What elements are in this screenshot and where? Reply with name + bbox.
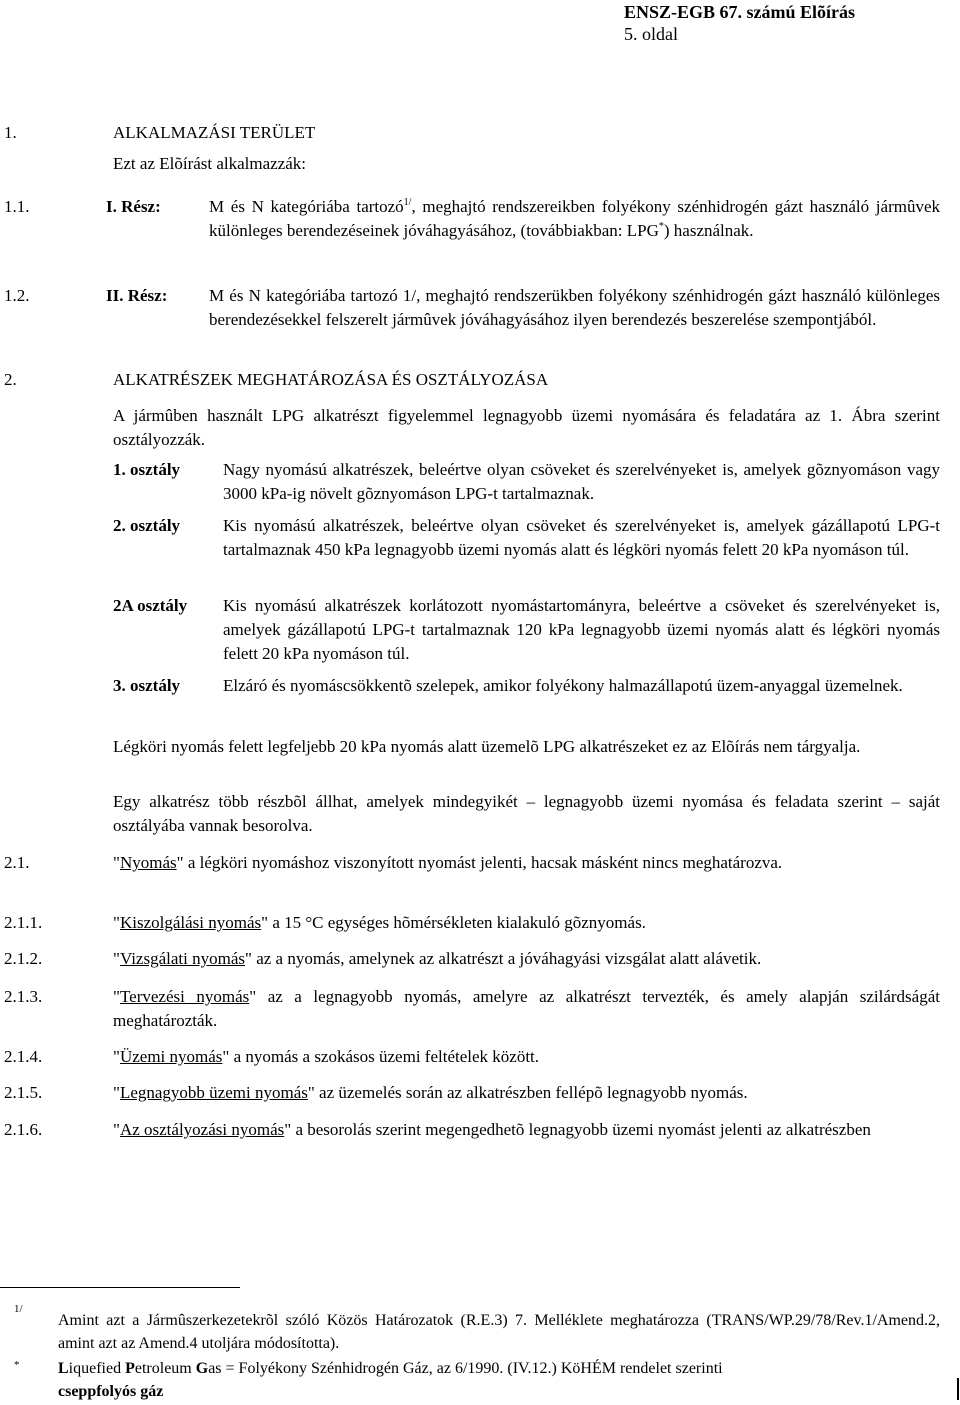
def-2-1-5-text: "Legnagyobb üzemi nyomás" az üzemelés során az alkatrészben fellépõ legnagyobb nyomás. bbox=[113, 1083, 748, 1102]
class-1-text: Nagy nyomású alkatrészek, beleértve olyan csöveket és szerelvényeket is, amelyek gõznyomáson vagy 3000 kPa-ig növelt gõznyomáson LPG-t tartalmaznak. bbox=[223, 460, 940, 503]
def-2-1-number: 2.1. bbox=[4, 853, 30, 872]
header-title: ENSZ-EGB 67. számú Elõírás bbox=[624, 2, 856, 22]
def-2-1-1-number: 2.1.1. bbox=[4, 913, 43, 932]
paragraph-atmospheric: Légköri nyomás felett legfeljebb 20 kPa nyomás alatt üzemelõ LPG alkatrészeket ez az Elõírás nem tárgyalja. bbox=[113, 737, 861, 756]
section-1-1-text: M és N kategóriába tartozó$^{1/}$, meghajtó rendszereikben folyékony szénhidrogén gázt használó jármûvek különleges berendezéseinek jóváhagyásához, (továbbiakban: LPG*) használnak. bbox=[209, 197, 940, 240]
footnote-separator bbox=[0, 1287, 240, 1288]
footnote-2-text: Liquefied Petroleum Gas = Folyékony Szénhidrogén Gáz, az 6/1990. (IV.12.) KöHÉM rendelet szerinti cseppfolyós gáz bbox=[58, 1360, 723, 1400]
def-2-1-5-number: 2.1.5. bbox=[4, 1083, 43, 1102]
section-1-2-label: II. Rész: bbox=[106, 286, 168, 305]
footnote-1-mark: 1/ bbox=[14, 1303, 23, 1315]
class-2a-label: 2A osztály bbox=[113, 596, 188, 615]
section-1-1-number: 1.1. bbox=[4, 197, 30, 216]
def-2-1-3-text: "Tervezési nyomás" az a legnagyobb nyomás, amelyre az alkatrészt tervezték, és amely alapján szilárdságát meghatározták. bbox=[113, 987, 940, 1030]
def-2-1-text: "Nyomás" a légköri nyomáshoz viszonyított nyomást jelenti, hacsak másként nincs meghatározva. bbox=[113, 853, 783, 872]
class-1-label: 1. osztály bbox=[113, 460, 181, 479]
def-2-1-6-text: "Az osztályozási nyomás" a besorolás szerint megengedhetõ legnagyobb üzemi nyomást jelenti az alkatrészben bbox=[113, 1120, 871, 1139]
section-1-1-label: I. Rész: bbox=[106, 197, 161, 216]
class-2-label: 2. osztály bbox=[113, 516, 181, 535]
footnote-2-mark: * bbox=[14, 1359, 20, 1371]
header-page-number: 5. oldal bbox=[624, 24, 678, 44]
section-1-number: 1. bbox=[4, 123, 17, 142]
section-1-title: ALKALMAZÁSI TERÜLET bbox=[113, 123, 316, 142]
class-3-label: 3. osztály bbox=[113, 676, 181, 695]
def-2-1-4-text: "Üzemi nyomás" a nyomás a szokásos üzemi feltételek között. bbox=[113, 1047, 540, 1066]
footnote-ref-1: 1/ bbox=[403, 197, 412, 208]
section-2-number: 2. bbox=[4, 370, 17, 389]
change-bar bbox=[957, 1378, 959, 1400]
paragraph-component-parts: Egy alkatrész több részbõl állhat, amelyek mindegyikét – legnagyobb üzemi nyomása és feladata szerint – saját osztályába vannak besorolva. bbox=[113, 792, 940, 835]
class-3-text: Elzáró és nyomáscsökkentõ szelepek, amikor folyékony halmazállapotú üzem-anyaggal üzemelnek. bbox=[223, 676, 903, 695]
section-1-intro: Ezt az Elõírást alkalmazzák: bbox=[113, 154, 307, 173]
def-2-1-3-number: 2.1.3. bbox=[4, 987, 43, 1006]
def-2-1-6-number: 2.1.6. bbox=[4, 1120, 43, 1139]
def-2-1-2-text: "Vizsgálati nyomás" az a nyomás, amelynek az alkatrészt a jóváhagyási vizsgálat alatt alávetik. bbox=[113, 949, 762, 968]
section-1-2-text: M és N kategóriába tartozó 1/, meghajtó rendszerükben folyékony szénhidrogén gázt használó különleges berendezésekkel felszerelt jármûvek jóváhagyásához ilyen berendezés beszerelése szempontjából. bbox=[209, 286, 940, 329]
footnote-1-text: Amint azt a Jármûszerkezetekrõl szóló Közös Határozatok (R.E.3) 7. Melléklete meghatározza (TRANS/WP.29/78/Rev.1/Amend.2, amint azt az Amend.4 utoljára módosította). bbox=[58, 1312, 940, 1352]
section-1-2-number: 1.2. bbox=[4, 286, 30, 305]
footnote-ref-2: * bbox=[658, 221, 664, 232]
def-2-1-4-number: 2.1.4. bbox=[4, 1047, 43, 1066]
def-2-1-1-text: "Kiszolgálási nyomás" a 15 °C egységes hõmérsékleten kialakuló gõznyomás. bbox=[113, 913, 646, 932]
def-2-1-2-number: 2.1.2. bbox=[4, 949, 43, 968]
section-2-intro: A jármûben használt LPG alkatrészt figyelemmel legnagyobb üzemi nyomására és feladatára az 1. Ábra szerint osztályozzák. bbox=[113, 406, 940, 449]
class-2-text: Kis nyomású alkatrészek, beleértve olyan csöveket és szerelvényeket is, amelyek gázállapotú LPG-t tartalmaznak 450 kPa legnagyobb üzemi nyomás alatt és légköri nyomás felett 20 kPa nyomáson túl. bbox=[223, 516, 940, 559]
section-2-title: ALKATRÉSZEK MEGHATÁROZÁSA ÉS OSZTÁLYOZÁSA bbox=[113, 370, 549, 389]
class-2a-text: Kis nyomású alkatrészek korlátozott nyomástartományra, beleértve a csöveket és szerelvényeket is, amelyek gázállapotú LPG-t tartalmaznak 120 kPa legnagyobb üzemi nyomás alatt és légköri nyomás felett 20 kPa nyomáson túl. bbox=[223, 596, 940, 663]
